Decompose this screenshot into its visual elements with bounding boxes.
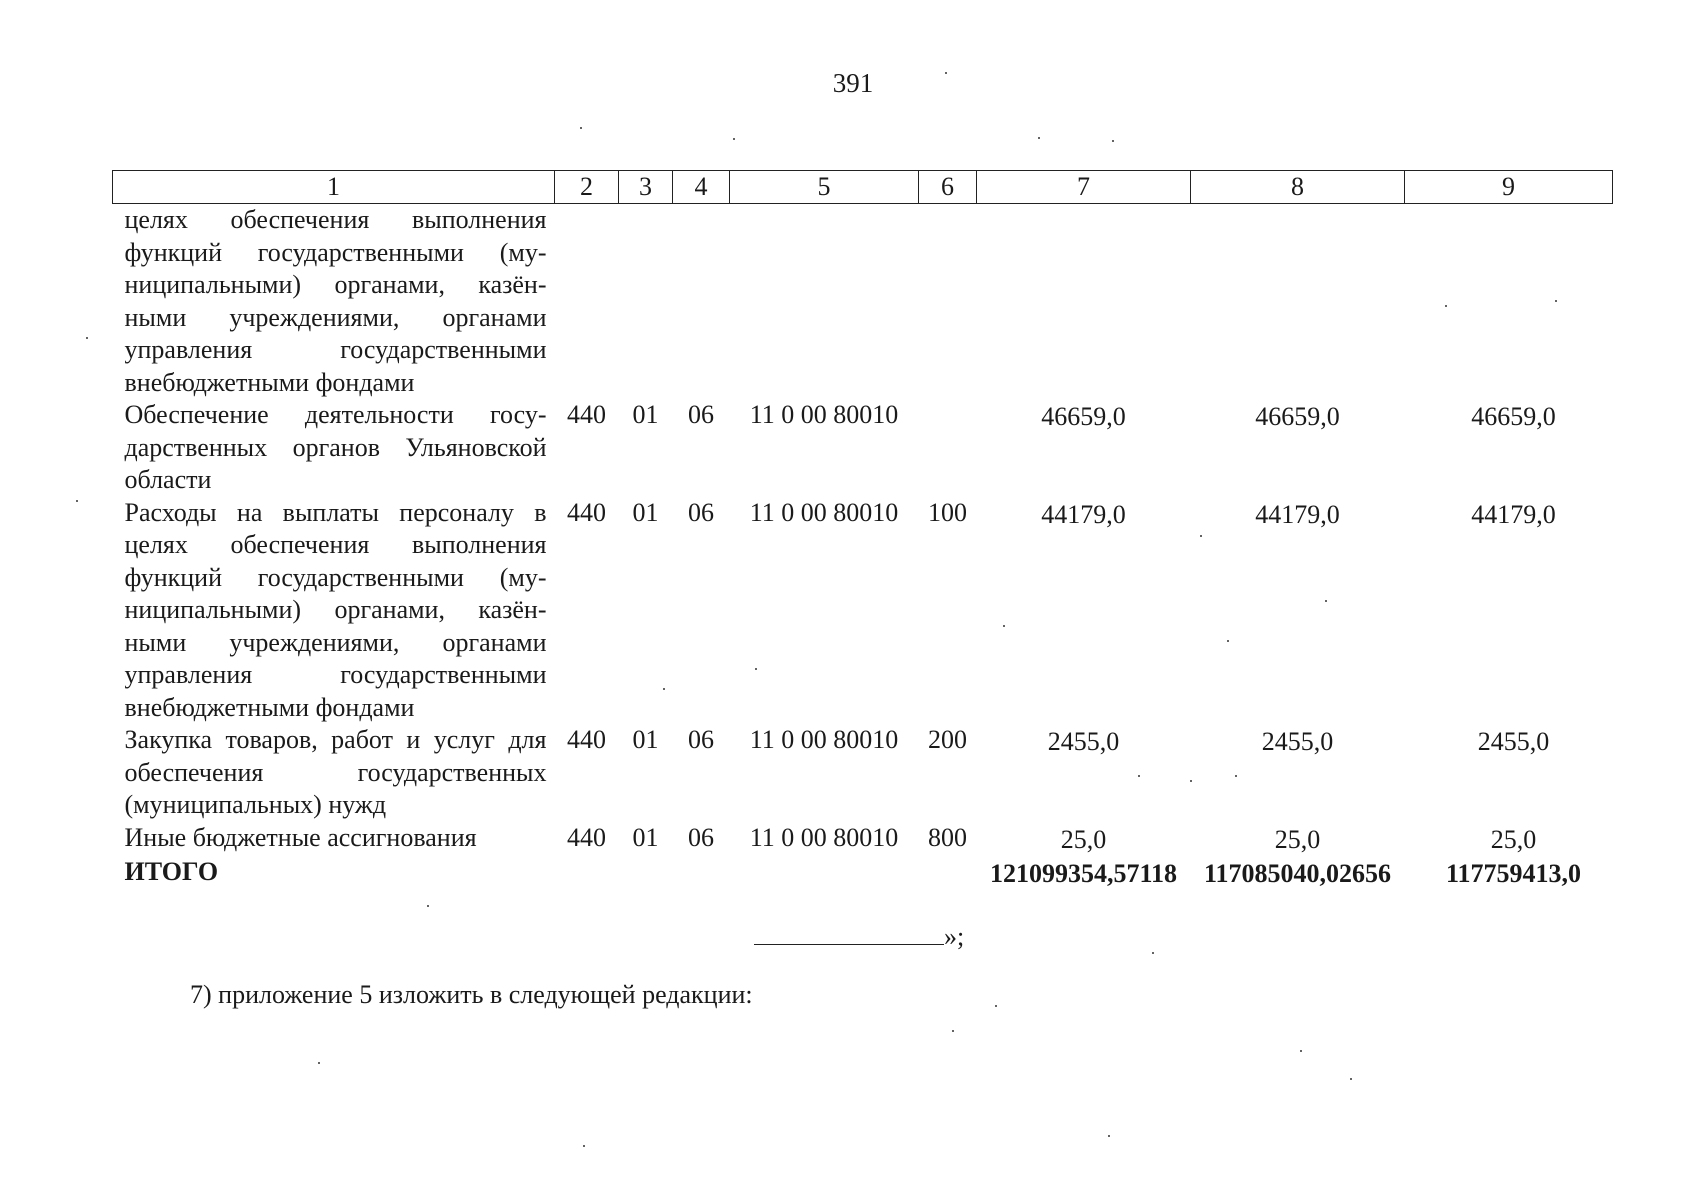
total-amount-8: 117085040,02656 [1203,859,1392,888]
scan-speck [76,500,78,502]
cell-amount-8: 44179,0 [1255,499,1340,529]
cell-amount-7: 2455,0 [1047,727,1120,756]
scan-speck [1300,1050,1302,1052]
total-label: ИТОГО [124,857,219,886]
scan-speck [86,337,88,339]
signature-rule [754,920,944,945]
cell-subsection: 06 [688,822,714,852]
cell-amount-8: 46659,0 [1255,402,1340,431]
scan-speck [1108,1135,1110,1137]
cell-amount-8: 25,0 [1274,824,1321,854]
scan-speck [1445,305,1447,307]
scan-speck [1200,535,1202,537]
empty-cell [919,856,977,891]
scan-speck [1152,952,1154,954]
column-header: 6 [919,171,977,204]
cell-ministry-code: 440 [567,497,606,527]
cell-expense-type: 200 [928,725,967,754]
cell-expense-type: 800 [928,822,967,852]
column-header: 4 [673,171,730,204]
row-name: Иные бюджетные ассигнования [124,822,477,852]
empty-cell [673,856,730,891]
closing-mark: »; [944,922,965,951]
column-header: 5 [730,171,919,204]
cell-amount-9: 25,0 [1490,824,1537,854]
scan-speck [583,1145,585,1147]
scan-speck [1003,625,1005,627]
empty-cell [730,856,919,891]
table-row [113,724,1613,822]
cell-subsection: 06 [688,725,714,754]
table-row [113,822,1613,857]
cell-ministry-code: 440 [567,400,606,429]
budget-table [112,170,1613,891]
cell-amount-9: 44179,0 [1471,499,1556,529]
column-header: 7 [977,171,1191,204]
cell-amount-9: 2455,0 [1477,727,1550,756]
instruction-paragraph: 7) приложение 5 изложить в следующей редакции: [190,980,753,1009]
scan-speck [663,688,665,690]
scan-speck [1227,640,1229,642]
row-name: Закупка товаров, работ и услуг для обеспечения государственных (муниципальных) нужд [124,725,547,819]
row-name: Расходы на выплаты персоналу в целях обеспечения выполнения функций государственными (му-ниципальными) органами, казён-ными учреждениями, органами управления государственными внебюджетными фондами [124,497,547,722]
cell-amount-7: 25,0 [1060,824,1107,854]
cell-amount-7: 46659,0 [1041,402,1126,431]
cell-subsection: 06 [688,400,714,429]
column-header: 2 [555,171,619,204]
scan-speck [995,1005,997,1007]
cell-target-article [730,204,919,400]
table-row [113,399,1613,497]
cell-expense-type [919,204,977,400]
scan-speck [1112,140,1114,142]
empty-cell [555,856,619,891]
scan-speck [1138,775,1140,777]
table-header-row [113,171,1613,204]
scan-speck [427,905,429,907]
cell-target-article: 11 0 00 80010 [749,822,899,852]
column-header: 1 [113,171,555,204]
column-header: 8 [1191,171,1405,204]
empty-cell [619,856,673,891]
total-amount-9: 117759413,0 [1445,859,1582,888]
table-row [113,204,1613,400]
scan-speck [1038,137,1040,139]
scan-speck [580,127,582,129]
scan-speck [733,138,735,140]
row-name: Обеспечение деятельности госу-дарственных органов Ульяновской области [124,400,547,494]
scan-speck [1350,1078,1352,1080]
cell-section [619,204,673,400]
scan-speck [755,668,757,670]
cell-amount-7: 44179,0 [1041,499,1126,529]
cell-ministry-code: 440 [567,822,606,852]
row-name: целях обеспечения выполнения функций государственными (му-ниципальными) органами, казён-ными учреждениями, органами управления государственными внебюджетными фондами [124,205,547,397]
cell-ministry-code: 440 [567,725,606,754]
cell-amount-9: 46659,0 [1471,402,1556,431]
budget-table-container [112,170,1612,891]
cell-ministry-code [555,204,619,400]
cell-amount-9 [1405,204,1613,400]
cell-expense-type: 100 [928,497,967,527]
cell-subsection: 06 [688,497,714,527]
cell-expense-type [919,399,977,497]
column-header: 3 [619,171,673,204]
scan-speck [1325,600,1327,602]
cell-section: 01 [632,400,659,429]
cell-section: 01 [632,497,659,527]
cell-amount-8 [1191,204,1405,400]
page-number: 391 [832,68,874,98]
table-row [113,497,1613,725]
cell-subsection [673,204,730,400]
total-amount-7: 121099354,57118 [989,859,1178,888]
cell-amount-8: 2455,0 [1261,727,1334,756]
scan-speck [945,72,947,74]
closing-quote-line [754,920,964,952]
cell-target-article: 11 0 00 80010 [749,497,899,527]
cell-section: 01 [632,822,659,852]
scan-speck [318,1062,320,1064]
scan-speck [1235,775,1237,777]
cell-target-article: 11 0 00 80010 [749,400,899,429]
cell-amount-7 [977,204,1191,400]
scan-speck [1190,780,1192,782]
total-row [113,856,1613,891]
column-header: 9 [1405,171,1613,204]
cell-section: 01 [632,725,659,754]
cell-target-article: 11 0 00 80010 [749,725,899,754]
scan-speck [952,1030,954,1032]
scan-speck [1555,300,1557,302]
